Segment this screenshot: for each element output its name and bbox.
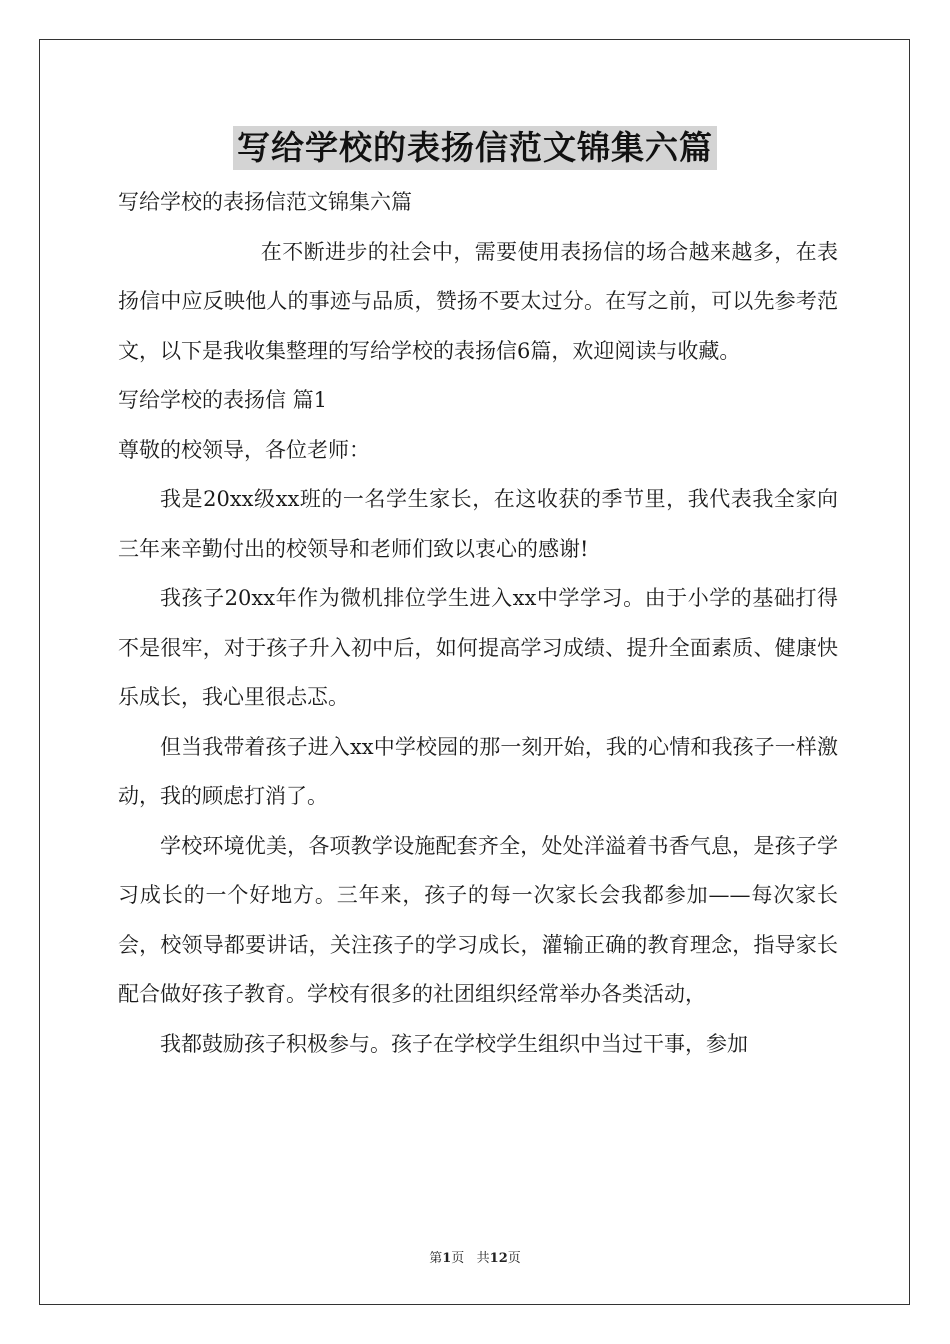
- body-paragraph: 我都鼓励孩子积极参与。孩子在学校学生组织中当过干事，参加: [160, 1031, 748, 1056]
- page-label-prefix: 第: [429, 1251, 443, 1266]
- current-page-number: 1: [442, 1251, 452, 1266]
- body-paragraph: 我是20xx级xx班的一名学生家长，在这收获的季节里，我代表我全家向三年来辛勤付出的校领导和老师们致以衷心的感谢!: [118, 487, 838, 561]
- total-page-number: 12: [489, 1251, 508, 1266]
- intro-paragraph: 在不断进步的社会中，需要使用表扬信的场合越来越多，在表扬信中应反映他人的事迹与品质，赞扬不要太过分。在写之前，可以先参考范文，以下是我收集整理的写给学校的表扬信6篇，欢迎阅读与收藏。: [118, 239, 838, 363]
- body-paragraph: 但当我带着孩子进入xx中学校园的那一刻开始，我的心情和我孩子一样激动，我的顾虑打消了。: [118, 734, 838, 808]
- page-footer: [0, 1247, 950, 1266]
- section-heading: 写给学校的表扬信 篇1: [118, 388, 328, 412]
- body-paragraph: 我孩子20xx年作为微机排位学生进入xx中学学习。由于小学的基础打得不是很牢，对于孩子升入初中后，如何提高学习成绩、提升全面素质、健康快乐成长，我心里很忐忑。: [118, 586, 838, 709]
- document-title: 写给学校的表扬信范文锦集六篇: [233, 126, 717, 170]
- page-label-mid: 页 共: [451, 1251, 490, 1266]
- page-label-suffix: 页: [507, 1251, 521, 1266]
- salutation: 尊敬的校领导，各位老师：: [118, 437, 370, 462]
- title-container: [0, 126, 950, 170]
- subtitle-paragraph: 写给学校的表扬信范文锦集六篇: [118, 190, 412, 214]
- body-paragraph: 学校环境优美，各项教学设施配套齐全，处处洋溢着书香气息，是孩子学习成长的一个好地方。三年来，孩子的每一次家长会我都参加——每次家长会，校领导都要讲话，关注孩子的学习成长，灌输正确的教育理念，指导家长配合做好孩子教育。学校有很多的社团组织经常举办各类活动，: [118, 833, 838, 1006]
- document-body: [118, 178, 838, 1069]
